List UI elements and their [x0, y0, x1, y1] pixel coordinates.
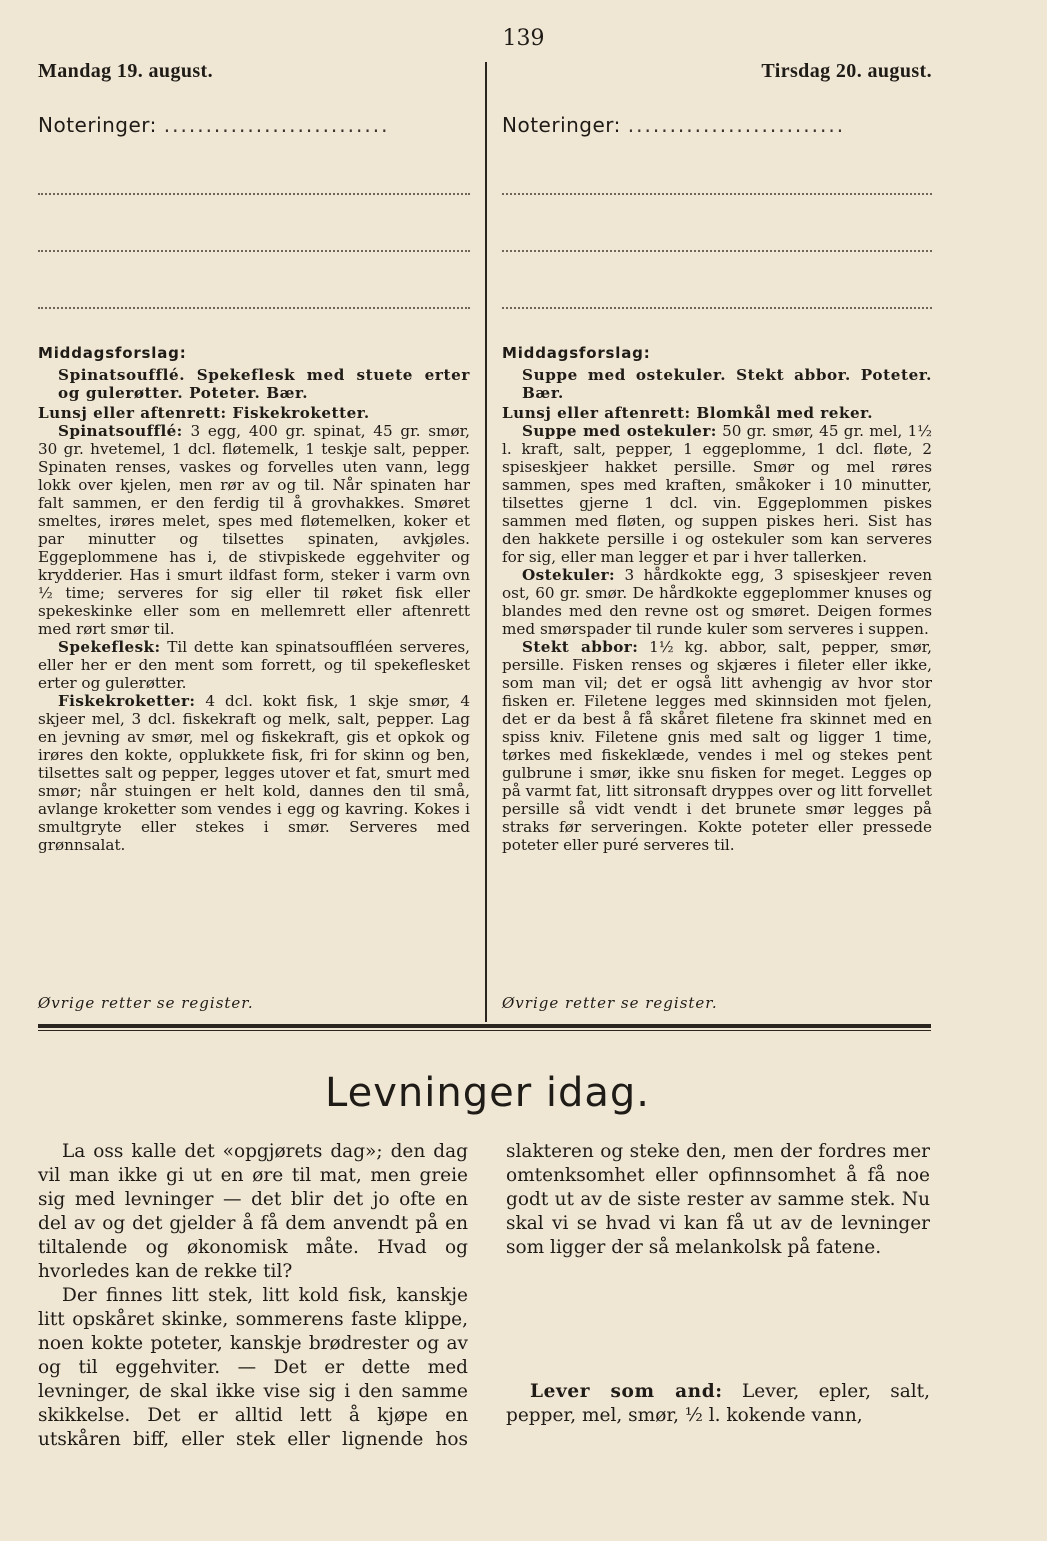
- leftovers-column-left: [38, 1140, 468, 1452]
- column-divider: [485, 62, 487, 1022]
- recipe-text: 4 dcl. kokt fisk, 1 skje smør, 4 skjeer mel, 3 dcl. fiskekraft og melk, salt, pepper. Lag en jevning av smør, mel og fiskekraft, gis et opkok og irøres den kokte, opplukkete fisk, fri for skinn og ben, tilsettes salt og pepper, legges utover et fat, smurt med smør; når stuingen er helt kold, dannes den til små, avlange kroketter som vendes i egg og kavring. Kokes i smultgryte eller stekes i smør. Serveres med grønnsalat.: [38, 692, 470, 854]
- leftovers-tail-text: [506, 1140, 930, 1260]
- leftovers-paragraph-tail: [506, 1140, 930, 1356]
- notes-line: [38, 250, 470, 252]
- monday-section-label: Middagsforslag:: [38, 344, 187, 362]
- tuesday-column: [502, 60, 932, 1020]
- recipe-text: Til dette kan spinatsouffléen serveres, eller her er den ment som forrett, og til spekeflesket erter og gulerøtter.: [38, 638, 471, 692]
- monday-column: [38, 60, 470, 1020]
- monday-title: Mandag 19. august.: [38, 60, 214, 82]
- monday-other-dishes: Øvrige retter se register.: [38, 994, 254, 1012]
- monday-notes-label: [38, 113, 470, 137]
- notes-line: [502, 193, 932, 195]
- monday-notes-text: Noteringer:: [38, 113, 157, 137]
- tuesday-lunch: Lunsj eller aftenrett: Blomkål med reker.: [502, 404, 874, 422]
- leftovers-heading: Levninger idag.: [325, 1070, 650, 1116]
- monday-notes-dots: ...........................: [163, 113, 390, 137]
- recipe-text: 3 egg, 400 gr. spinat, 45 gr. smør, 30 gr. hvetemel, 1 dcl. fløtemelk, 1 teskje salt, pepper. Spinaten renses, vaskes og forvelles uten vann, legg lokk over kjelen, men rør av og til. Når spinaten har falt sammen, er den ferdig til å grovhakkes. Smøret smeltes, irøres melet, spes med fløtemelken, koker et par minutter og tilsettes spinaten, avkjøles. Eggeplommene has i, de stivpiskede eggehviter og krydderier. Has i smurt ildfast form, steker i varm ovn ½ time; serveres for sig eller til røket fisk eller spekeskinke eller som en mellemrett eller aftenrett med rørt smør til.: [38, 422, 471, 638]
- recipe-title: Lever som and:: [530, 1381, 723, 1402]
- tuesday-notes-label: [502, 113, 932, 137]
- monday-lunch: Lunsj eller aftenrett: Fiskekroketter.: [38, 404, 370, 422]
- section-rule: [38, 1024, 931, 1028]
- monday-menu-suggestion: Spinatsoufflé. Spekeflesk med stuete erter og gulerøtter. Poteter. Bær.: [58, 366, 470, 402]
- recipe-title: Spekeflesk:: [58, 638, 161, 656]
- recipe-text: 3 hårdkokte egg, 3 spiseskjeer reven ost, 60 gr. smør. De hårdkokte eggeplommer knuses og blandes med den revne ost og smøret. Deigen formes med smørspader til runde kuler som serveres i suppen.: [502, 566, 932, 638]
- recipe-title: Spinatsoufflé:: [58, 422, 183, 440]
- tuesday-title: Tirsdag 20. august.: [761, 60, 932, 82]
- leftovers-paragraph-text: slakteren og steke den, men der fordres mer omtenksomhet eller opfinnsomhet å få noe godt ut av de siste rester av samme stek. Nu skal vi se hvad vi kan få ut av de levninger som ligger der så melankolsk på fatene.: [506, 1141, 930, 1258]
- notes-line: [502, 250, 932, 252]
- notes-line: [38, 193, 470, 195]
- leftovers-column-right: [506, 1140, 930, 1428]
- recipe-title: Ostekuler:: [522, 566, 616, 584]
- recipe-text: 50 gr. smør, 45 gr. mel, 1½ l. kraft, salt, pepper, 1 eggeplomme, 1 dcl. fløte, 2 spiseskjeer hakket persille. Smør og mel røres sammen, spes med kraften, småkoker i 10 minutter, tilsettes gjerne 1 dcl. vin. Eggeplommen piskes sammen med fløten, og suppen piskes heri. Sist has den hakkete persille i og ostekuler som kan serveres for sig, eller man legger et par i hver tallerken.: [502, 422, 932, 566]
- recipe-ostekuler: [502, 566, 932, 638]
- recipe-spinatsouffle: [38, 422, 470, 638]
- recipe-title: Suppe med ostekuler:: [522, 422, 717, 440]
- page-number: 139: [502, 26, 545, 51]
- tuesday-notes-text: Noteringer:: [502, 113, 621, 137]
- recipe-title: Fiskekroketter:: [58, 692, 196, 710]
- leftovers-paragraph-continued: [38, 1284, 468, 1452]
- notes-line: [38, 307, 470, 309]
- recipe-title: Stekt abbor:: [522, 638, 639, 656]
- recipe-lever-som-and: [506, 1380, 930, 1428]
- recipe-stekt-abbor: [502, 638, 932, 854]
- monday-menu-block: [38, 366, 470, 854]
- tuesday-other-dishes: Øvrige retter se register.: [502, 994, 718, 1012]
- recipe-text: 1½ kg. abbor, salt, pepper, smør, persille. Fisken renses og skjæres i fileter eller ikke, som man vil; det er også litt avhengig av hvor stor fisken er. Filetene legges med skinnsiden mot fjelen, det er da best å få skåret filetene fra skinnet med en spiss kniv. Filetene gnis med salt og ligger 1 time, tørkes med fiskeklæde, vendes i mel og stekes pent gulbrune i smør, ikke snu fisken for meget. Legges op på varmt fat, litt sitronsaft dryppes over og litt forvellet persille så vidt vendt i det brunete smør legges på straks før serveringen. Kokte poteter eller pressede poteter eller puré serveres til.: [502, 638, 933, 854]
- notes-line: [502, 307, 932, 309]
- tuesday-menu-suggestion: Suppe med ostekuler. Stekt abbor. Poteter. Bær.: [522, 366, 932, 402]
- leftovers-paragraph-text: Der finnes litt stek, litt kold fisk, kanskje litt opskåret skinke, sommerens faste klippe, noen kokte poteter, kanskje brødrester og av og til eggehviter. — Det er dette med levninger, de skal ikke vise sig i den samme skikkelse. Det er alltid lett å kjøpe en utskåren biff, eller stek eller lignende hos: [38, 1285, 468, 1450]
- tuesday-menu-block: [502, 366, 932, 854]
- recipe-fiskekroketter: [38, 692, 470, 854]
- recipe-spekeflesk: [38, 638, 470, 692]
- recipe-suppe-med-ostekuler: [502, 422, 932, 566]
- tuesday-notes-dots: ..........................: [627, 113, 846, 137]
- recipe-text: Lever, epler, salt, pepper, mel, smør, ½ l. kokende vann,: [506, 1381, 930, 1426]
- leftovers-paragraph: La oss kalle det «opgjørets dag»; den dag vil man ikke gi ut en øre til mat, men greie sig med levninger — det blir det jo ofte en del av og det gjelder å få dem anvendt på en tiltalende og økonomisk måte. Hvad og hvorledes kan de rekke til?: [38, 1141, 468, 1282]
- tuesday-section-label: Middagsforslag:: [502, 344, 651, 362]
